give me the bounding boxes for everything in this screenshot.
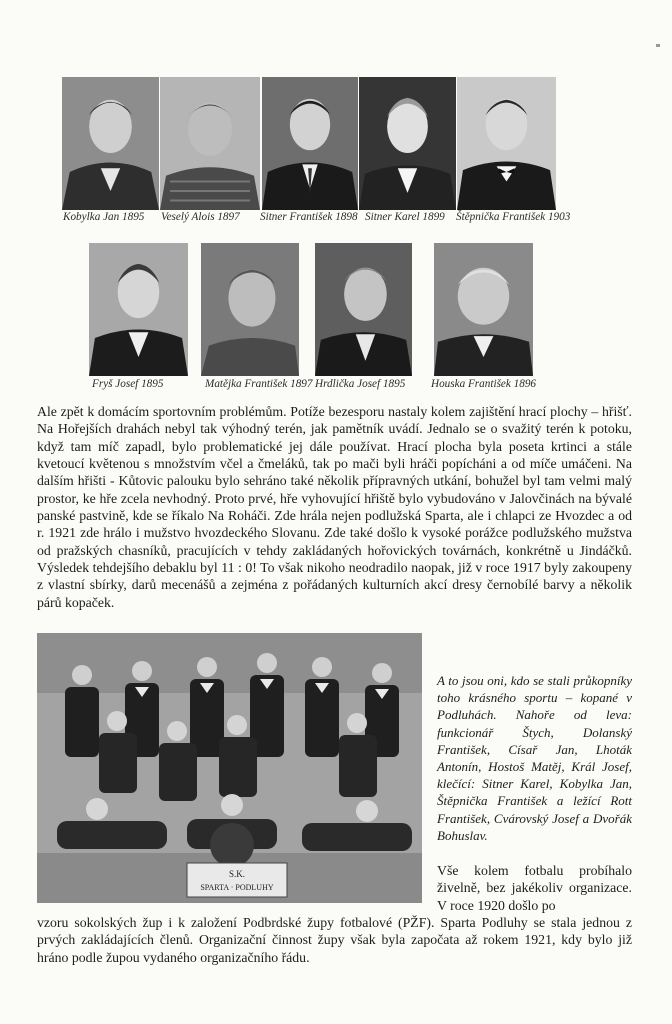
portrait-photo-hrdlicka: [315, 243, 412, 376]
portrait-caption: Sitner František 1898: [260, 211, 358, 223]
bottom-paragraph: vzoru sokolských žup i k založení Podbrdské župy fotbalové (PŽF). Sparta Podluhy se stala jednou z prvých zakládajících členů. Organizační činnost župy však byla započata až rokem 1921, kdy bylo již hráno podle župou vydaného organizačního řádu.: [37, 915, 632, 965]
portrait-caption: Fryš Josef 1895: [92, 378, 164, 390]
portrait-caption: Kobylka Jan 1895: [63, 211, 145, 223]
main-paragraph: Ale zpět k domácím sportovním problémům. Potíže bezesporu nastaly kolem zajištění hrací plochy – hřišť. Na Hořejších drahách nebyl tak výhodný terén, jak pamětník uvádí. Jednalo se o svažitý terén k potoku, když tam míč zapadl, bylo problematické jej dále používat. Hrací plocha byla poseta krtinci a stále kvetoucí květenou s množstvím včel a čmeláků, tak po mači byli hráči popícháni a od míče umáčeni. Na dalším hřišti - Kůtovic palouku bylo sehráno také několik přípravných utkání, bohužel byl tam velmi malý prostor, ke hře zcela nevhodný. Proto prvé, hře vyhovující hřiště bylo vybudováno v Jalovčinách na bývalé panské pastvině, kde se říkalo Na Roháči. Zde hrála nejen podlužská Sparta, ale i chlapci ze Hvozdec a od r. 1921 zde hrálo i mužstvo hvozdeckého Slovanu. Zde také došlo k vysoké porážce podlužského mužstva od pražských chasníků, pracujících v tehdy zakládaných hořovických továrnách, konkrétně u Jindáčků. Výsledek tehdejšího debaklu byl 11 : 0! To však nikoho neodradilo naopak, již v roce 1917 byly zakoupeny z vlastní sbírky, darů mecenášů a zejména z pořádaných kulturních akcí dresy černobílé barvy a několik párů kopaček.: [37, 404, 632, 610]
portrait-photo-stepnicka: [457, 77, 556, 210]
portrait-photo-sitner-karel: [359, 77, 456, 210]
portrait-photo-frys: [89, 243, 188, 376]
scan-mark: [656, 44, 660, 47]
portrait-caption: Veselý Alois 1897: [161, 211, 240, 223]
portrait-photo-vesely: [160, 77, 260, 210]
team-photo: [37, 633, 422, 903]
portrait-caption: Štěpnička František 1903: [456, 211, 571, 223]
portrait-photo-kobylka: [62, 77, 159, 210]
portrait-caption: Sitner Karel 1899: [365, 211, 445, 223]
team-sign-line1: S.K.: [228, 869, 246, 879]
portrait-photo-houska: [434, 243, 533, 376]
portrait-caption: Matějka František 1897: [205, 378, 313, 390]
portrait-photo-sitner-frantisek: [262, 77, 358, 210]
team-sign-line2: SPARTA · PODLUHY: [200, 883, 274, 892]
team-photo-caption: A to jsou oni, kdo se stali průkopníky toho krásného sportu – kopané v Podluhách. Nahoře od leva: funkcionář Štych, Dolanský František, Císař Jan, Lhoták Antonín, Hostoš Matěj, Král Josef, klečící: Sitner Karel, Kobylka Jan, Štěpnička František a ležící Rott František, Cvárovský Josef a Dvořák Bohuslav.: [437, 673, 632, 843]
right-column-text: Vše kolem fotbalu probíhalo živelně, bez jakékoliv organizace. V roce 1920 došlo po: [437, 863, 632, 913]
portrait-photo-matejka: [201, 243, 299, 376]
portrait-caption: Houska František 1896: [431, 378, 537, 390]
portrait-caption: Hrdlička Josef 1895: [315, 378, 406, 390]
